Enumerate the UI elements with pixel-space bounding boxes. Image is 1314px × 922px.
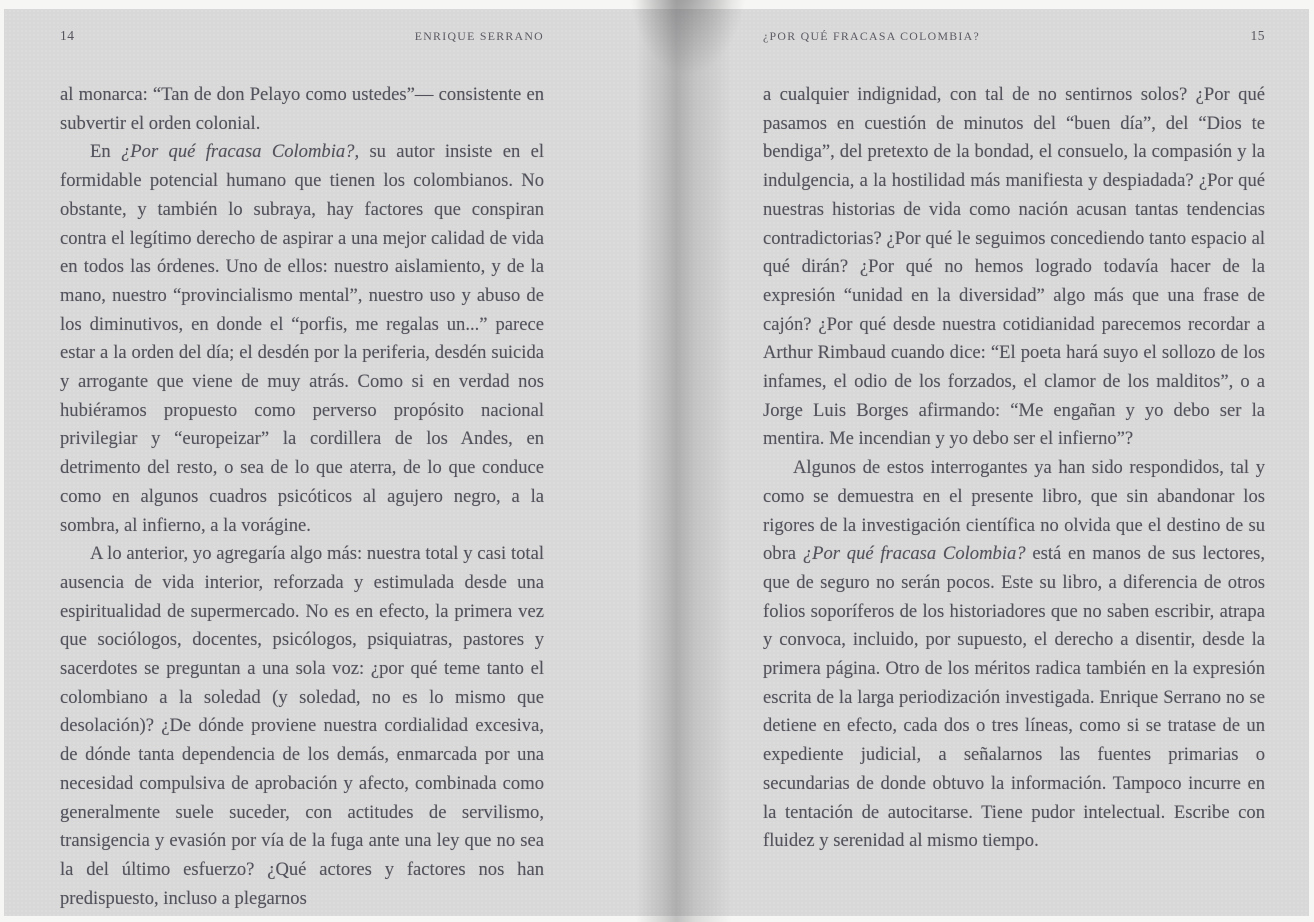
running-header-left: ENRIQUE SERRANO xyxy=(414,29,544,43)
text-segment: su autor insiste en el formidable potencial humano que tienen los colombianos. No obstante, y también lo subraya, hay factores que conspiran contra el legítimo derecho de aspirar a una mejor calidad de vida en todos las órdenes. Uno de ellos: nuestro aislamiento, y de la mano, nuestro “provincialismo mental”, nuestro uso y abuso de los diminutivos, en donde el “porfis, me regalas un...” parece estar a la orden del día; el desdén por la periferia, desdén suicida y arrogante que viene de muy atrás. Como si en verdad nos hubiéramos propuesto como perverso propósito nacional privilegiar y “europeizar” la cordillera de los Andes, en detrimento del resto, o sea de lo que aterra, de lo que conduce como en algunos cuadros psicóticos al agujero negro, a la sombra, al infierno, a la vorágine. xyxy=(60,141,544,536)
page-number-right: 15 xyxy=(1250,28,1265,43)
left-page-text-block xyxy=(60,81,544,913)
paragraph xyxy=(763,81,1265,454)
text-segment: A lo anterior, yo agregaría algo más: nuestra total y casi total ausencia de vida interior, reforzada y estimulada desde una espiritualidad de supermercado. No es en efecto, la primera vez que sociólogos, docentes, psicólogos, psiquiatras, pastores y sacerdotes se preguntan a una sola voz: ¿por qué teme tanto el colombiano a la soledad (y soledad, no es lo mismo que desolación)? ¿De dónde proviene nuestra cordialidad excesiva, de dónde tanta dependencia de los demás, enmarcada por una necesidad compulsiva de aprobación y afecto, combinada como generalmente suele suceder, con actitudes de servilismo, transigencia y evasión por vía de la fuga ante una ley que no sea la del último esfuerzo? ¿Qué actores y factores nos han predispuesto, incluso a plegarnos xyxy=(60,543,544,909)
text-segment: a cualquier indignidad, con tal de no sentirnos solos? ¿Por qué pasamos en cuestión de minutos del “buen día”, del “Dios te bendiga”, del pretexto de la bondad, el consuelo, la compasión y la indulgencia, a la hostilidad más manifiesta y despiadada? ¿Por qué nuestras historias de vida como nación acusan tantas tendencias contradictorias? ¿Por qué le seguimos concediendo tanto espacio al qué dirán? ¿Por qué no hemos logrado todavía hacer de la expresión “unidad en la diversidad” algo más que una frase de cajón? ¿Por qué desde nuestra cotidianidad parecemos recordar a Arthur Rimbaud cuando dice: “El poeta hará suyo el sollozo de los infames, el odio de los forzados, el clamor de los malditos”, o a Jorge Luis Borges afirmando: “Me engañan y yo debo ser la mentira. Me incendian y yo debo ser el infierno”? xyxy=(763,84,1265,450)
text-segment: está en manos de sus lectores, que de seguro no serán pocos. Este su libro, a diferencia de otros folios soporíferos de los historiadores que no saben escribir, atrapa y convoca, incluido, por supuesto, el derecho a disentir, desde la primera página. Otro de los méritos radica también en la expresión escrita de la larga periodización investigada. Enrique Serrano no se detiene en efecto, cada dos o tres líneas, como si se tratase de un expediente judicial, a señalarnos las fuentes primarias o secundarias de donde obtuvo la información. Tampoco incurre en la tentación de autocitarse. Tiene pudor intelectual. Escribe con fluidez y serenidad al mismo tiempo. xyxy=(763,543,1265,852)
right-page-text-block xyxy=(763,81,1265,856)
right-page xyxy=(657,9,1309,916)
text-segment: Algunos de estos interrogantes ya han sido respondidos, tal y como se demuestra en el presente libro, que sin abandonar los rigores de la investigación científica no olvida que el destino de su obra xyxy=(763,457,1265,565)
book-title-italic: ¿Por qué fracasa Colombia?, xyxy=(121,141,360,163)
gutter-top-shadow xyxy=(620,0,750,180)
right-page-header-row xyxy=(763,28,1265,44)
text-segment: al monarca: “Tan de don Pelayo como ustedes”— consistente en subvertir el orden colonial. xyxy=(60,84,544,134)
paragraph xyxy=(60,138,544,540)
paragraph xyxy=(60,540,544,913)
left-page-header-row xyxy=(60,28,544,44)
book-title-italic: ¿Por qué fracasa Colombia? xyxy=(802,543,1026,565)
text-segment: En xyxy=(90,141,121,163)
left-page xyxy=(4,9,657,916)
running-header-right: ¿POR QUÉ FRACASA COLOMBIA? xyxy=(763,29,980,43)
paragraph xyxy=(60,81,544,138)
paragraph xyxy=(763,454,1265,856)
page-number-left: 14 xyxy=(60,28,75,43)
